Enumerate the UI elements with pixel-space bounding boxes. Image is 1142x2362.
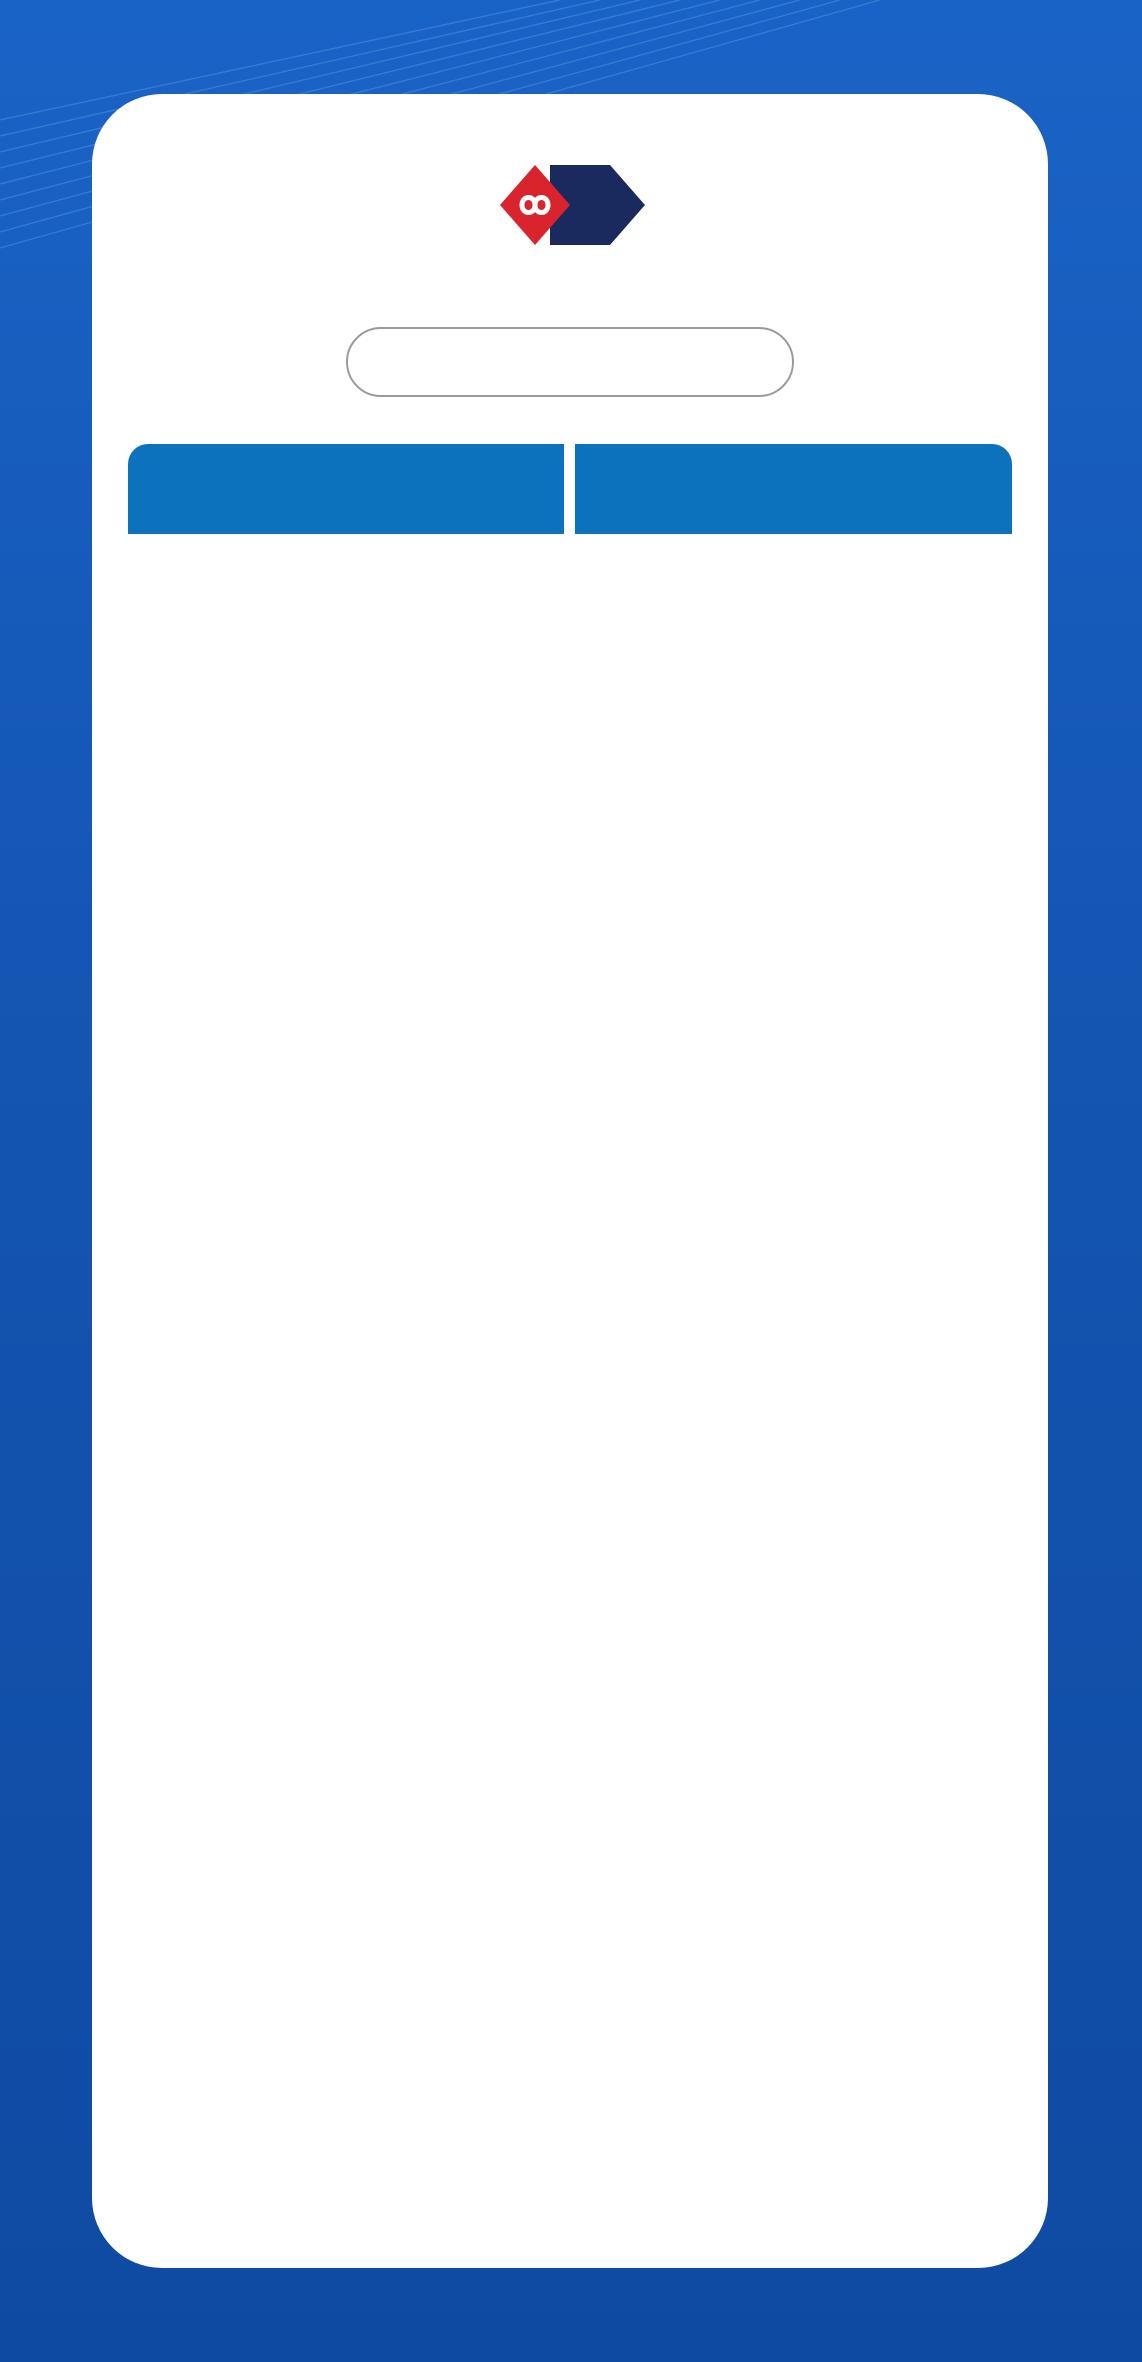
page-title: [346, 327, 794, 397]
bottom-notch: [0, 2180, 1142, 2300]
content-card: [92, 94, 1048, 2268]
header-client: [128, 444, 564, 534]
header-project: [575, 444, 1012, 534]
saba-logo-icon: [480, 160, 660, 300]
